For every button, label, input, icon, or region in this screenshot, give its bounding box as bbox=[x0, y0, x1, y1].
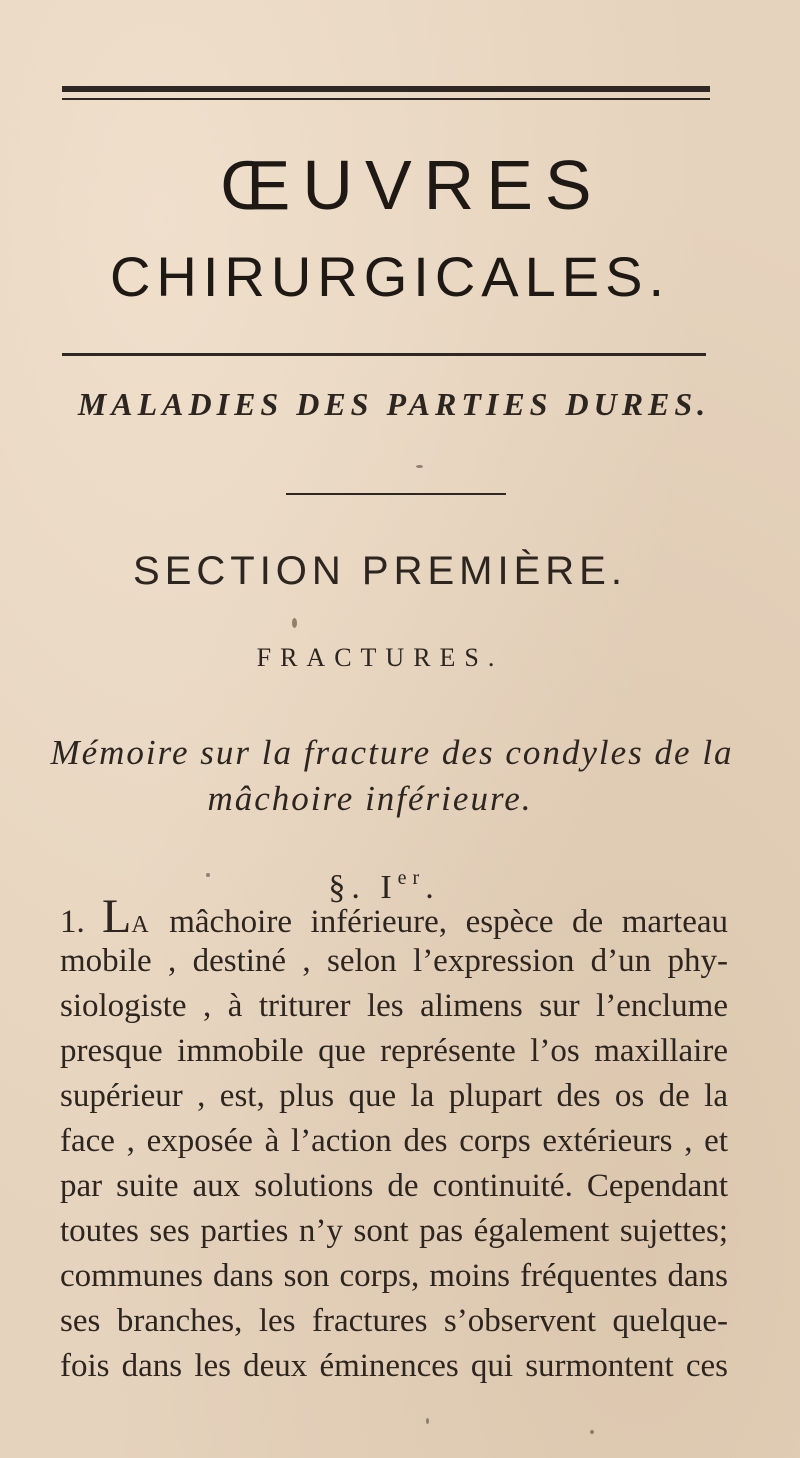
body-line-2: mobile , destiné , selon l’expression d’un phy- bbox=[60, 943, 728, 979]
body-line-9: communes dans son corps, moins fréquentes dans bbox=[60, 1258, 728, 1294]
memoir-title-line-2: mâchoire inférieure. bbox=[207, 779, 533, 818]
title-divider-rule bbox=[62, 353, 706, 356]
body-line-3: siologiste , à triturer les alimens sur l’enclume bbox=[60, 988, 728, 1024]
paragraph-heading-dot: . bbox=[425, 869, 440, 906]
paper-speck bbox=[206, 873, 210, 877]
section-title: SECTION PREMIÈRE. bbox=[133, 549, 627, 593]
body-line-11: fois dans les deux éminences qui surmontent ces bbox=[60, 1348, 728, 1384]
drop-capital: L bbox=[102, 890, 132, 943]
body-paragraph bbox=[60, 890, 729, 1389]
small-capital: A bbox=[131, 912, 151, 938]
paragraph-symbol: §. bbox=[328, 869, 366, 906]
paper-speck bbox=[416, 465, 423, 468]
body-line-text-1: mâchoire inférieure, espèce de marteau bbox=[169, 904, 729, 940]
paper-speck bbox=[426, 1418, 429, 1424]
chapter-title: FRACTURES. bbox=[256, 643, 504, 672]
paragraph-index: 1. bbox=[60, 904, 85, 940]
top-double-rule-thick bbox=[62, 86, 710, 92]
body-line-8: toutes ses parties n’y sont pas également sujettes; bbox=[60, 1213, 728, 1249]
body-line-7: par suite aux solutions de continuité. Cependant bbox=[60, 1168, 728, 1204]
body-line-5: supérieur , est, plus que la plupart des os de la bbox=[60, 1078, 728, 1114]
part-title: MALADIES DES PARTIES DURES. bbox=[77, 386, 711, 422]
paragraph-number: I bbox=[380, 869, 398, 906]
top-double-rule-thin bbox=[62, 98, 710, 100]
paper-speck bbox=[590, 1430, 594, 1434]
memoir-title-line-1: Mémoire sur la fracture des condyles de la bbox=[50, 733, 734, 772]
body-line-10: ses branches, les fractures s’observent quelque- bbox=[60, 1303, 728, 1339]
paragraph-number-suffix: er bbox=[397, 867, 426, 889]
body-line-4: presque immobile que représente l’os maxillaire bbox=[60, 1033, 728, 1069]
paper-speck bbox=[292, 618, 297, 628]
short-divider-rule bbox=[286, 493, 506, 495]
body-line-1 bbox=[60, 890, 729, 943]
title-line-1: ŒUVRES bbox=[220, 146, 604, 224]
body-line-6: face , exposée à l’action des corps extérieurs , et bbox=[60, 1123, 728, 1159]
title-line-2: CHIRURGICALES. bbox=[109, 245, 671, 308]
